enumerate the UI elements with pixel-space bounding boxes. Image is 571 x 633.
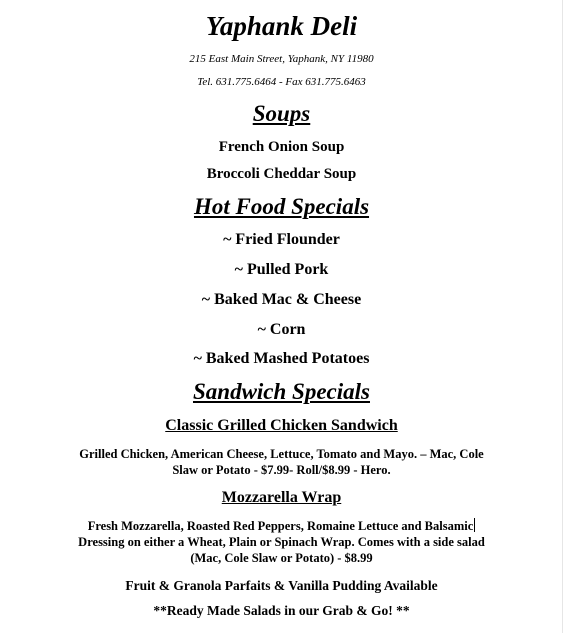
hot-food-item: ~ Fried Flounder	[223, 231, 340, 248]
soups-heading: Soups	[252, 101, 311, 126]
description-line: (Mac, Cole Slaw or Potato) - $8.99	[190, 551, 373, 565]
deli-title: Yaphank Deli	[205, 11, 358, 41]
deli-phone-fax: Tel. 631.775.6464 - Fax 631.775.6463	[197, 76, 366, 88]
description-line-text: Fresh Mozzarella, Roasted Red Peppers, Romaine Lettuce and Balsamic	[87, 519, 474, 533]
deli-address: 215 East Main Street, Yaphank, NY 11980	[189, 53, 374, 65]
footer-grab-and-go: **Ready Made Salads in our Grab & Go! **	[153, 603, 410, 618]
footer-availability: Fruit & Granola Parfaits & Vanilla Pudding Available	[125, 578, 438, 593]
description-line: Dressing on either a Wheat, Plain or Spinach Wrap. Comes with a side salad	[78, 535, 485, 549]
hot-food-item: ~ Corn	[257, 321, 306, 338]
hot-food-item: ~ Baked Mac & Cheese	[201, 291, 362, 308]
sandwich-special-description	[40, 518, 523, 566]
description-line: Grilled Chicken, American Cheese, Lettuce, Tomato and Mayo. – Mac, Cole	[79, 447, 484, 461]
text-cursor	[474, 518, 475, 532]
sandwich-special-name: Classic Grilled Chicken Sandwich	[165, 417, 398, 434]
sandwich-special-description	[40, 446, 523, 478]
hot-food-item: ~ Pulled Pork	[234, 261, 329, 278]
soup-item: Broccoli Cheddar Soup	[206, 166, 357, 182]
sandwich-heading: Sandwich Specials	[192, 379, 370, 404]
hot-food-heading: Hot Food Specials	[193, 194, 370, 219]
sandwich-special-name: Mozzarella Wrap	[221, 489, 342, 506]
soup-item: French Onion Soup	[218, 139, 345, 155]
description-line	[40, 518, 523, 534]
description-line: Slaw or Potato - $7.99- Roll/$8.99 - Hero.	[172, 463, 391, 477]
window-edge	[562, 0, 571, 633]
hot-food-item: ~ Baked Mashed Potatoes	[193, 350, 370, 367]
